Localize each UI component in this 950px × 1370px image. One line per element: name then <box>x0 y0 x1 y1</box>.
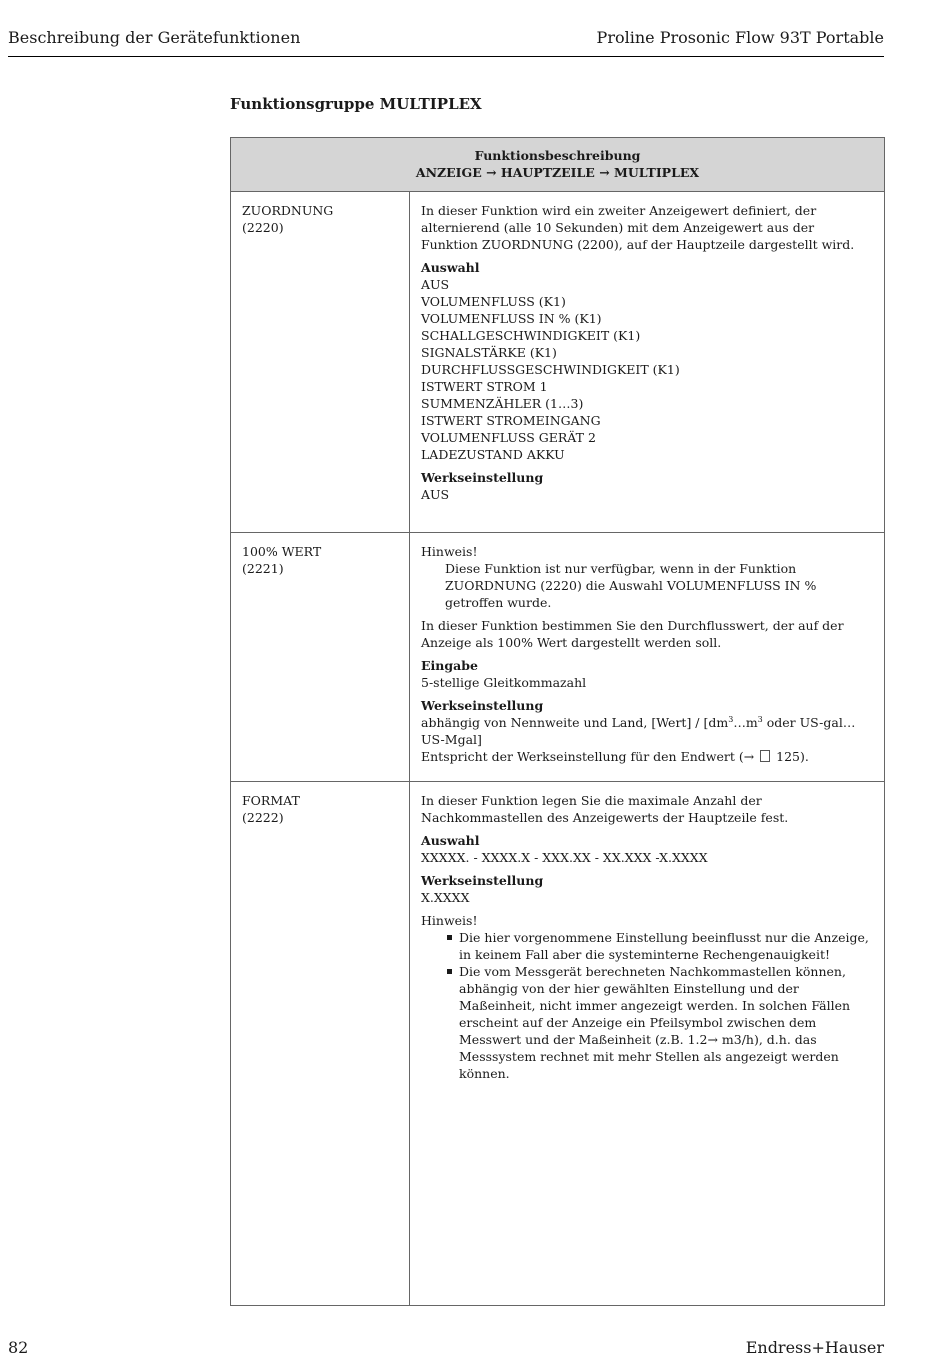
note-block <box>421 543 873 611</box>
option-item: VOLUMENFLUSS GERÄT 2 <box>421 430 596 445</box>
page-number: 82 <box>8 1338 29 1357</box>
option-item: LADEZUSTAND AKKU <box>421 447 565 462</box>
default-text: …m <box>733 715 758 730</box>
option-item: VOLUMENFLUSS (K1) <box>421 294 566 309</box>
default-label: Werkseinstellung <box>421 873 544 888</box>
function-description-cell <box>410 533 885 782</box>
page-reference-icon <box>760 750 770 762</box>
default-reference-line <box>421 748 873 765</box>
default-text: Entspricht der Werkseinstellung für den Endwert (→ <box>421 749 759 764</box>
default-value: X.XXXX <box>421 890 470 905</box>
description-text: In dieser Funktion legen Sie die maximale Anzahl der Nachkommastellen des Anzeigewerts der Hauptzeile fest. <box>421 793 789 825</box>
selection-label: Auswahl <box>421 833 480 848</box>
function-code: (2221) <box>242 561 284 576</box>
header-rule <box>8 56 884 57</box>
description-text: In dieser Funktion bestimmen Sie den Durchflusswert, der auf der Anzeige als 100% Wert dargestellt werden soll. <box>421 618 844 650</box>
brand-name: Endress+Hauser <box>745 1338 884 1357</box>
superscript: 3 <box>757 714 763 724</box>
function-name-cell <box>231 192 410 533</box>
option-item: SIGNALSTÄRKE (K1) <box>421 345 557 360</box>
function-name: ZUORDNUNG <box>242 203 334 218</box>
list-item: Die hier vorgenommene Einstellung beeinflusst nur die Anzeige, in keinem Fall aber die systeminterne Rechengenauigkeit! <box>421 929 873 963</box>
note-block <box>421 912 873 1082</box>
function-table <box>230 137 885 1306</box>
section-title: Funktionsgruppe MULTIPLEX <box>230 95 482 113</box>
default-block <box>421 469 873 503</box>
table-row <box>231 533 885 782</box>
default-value: AUS <box>421 487 450 502</box>
header-document-title: Beschreibung der Gerätefunktionen <box>8 28 301 47</box>
function-code: (2220) <box>242 220 284 235</box>
selection-block <box>421 832 873 866</box>
function-name-cell <box>231 533 410 782</box>
function-name: FORMAT <box>242 793 300 808</box>
selection-label: Auswahl <box>421 260 480 275</box>
option-item: VOLUMENFLUSS IN % (K1) <box>421 311 602 326</box>
note-list <box>421 929 873 1082</box>
description-text: In dieser Funktion wird ein zweiter Anzeigewert definiert, der alternierend (alle 10 Sekunden) mit dem Anzeigewert aus der Funktion ZUORDNUNG (2200), auf der Hauptzeile dargestellt wird. <box>421 203 855 252</box>
default-label: Werkseinstellung <box>421 698 544 713</box>
note-label: Hinweis! <box>421 544 478 559</box>
note-text: Diese Funktion ist nur verfügbar, wenn in der Funktion ZUORDNUNG (2220) die Auswahl VOLUMENFLUSS IN % getroffen wurde. <box>445 561 817 610</box>
function-description-cell <box>410 782 885 1306</box>
option-item: ISTWERT STROM 1 <box>421 379 548 394</box>
default-block <box>421 872 873 906</box>
list-item: Die vom Messgerät berechneten Nachkommastellen können, abhängig von der hier gewählten Einstellung und der Maßeinheit, nicht immer angezeigt werden. In solchen Fällen erscheint auf der Anzeige ein Pfeilsymbol zwischen dem Messwert und der Maßeinheit (z.B. 1.2→ m3/h), d.h. das Messsystem rechnet mit mehr Stellen als angezeigt werden können. <box>421 963 873 1082</box>
default-text: oder US-gal…US-Mgal] <box>421 715 856 747</box>
table-header-title: Funktionsbeschreibung <box>474 148 641 163</box>
table-header-row <box>231 138 885 192</box>
default-text: abhängig von Nennweite und Land, [Wert] / [dm <box>421 715 729 730</box>
table-header <box>231 138 885 192</box>
option-item: DURCHFLUSSGESCHWINDIGKEIT (K1) <box>421 362 680 377</box>
input-label: Eingabe <box>421 658 478 673</box>
table-row <box>231 782 885 1306</box>
header-product-name: Proline Prosonic Flow 93T Portable <box>596 28 884 47</box>
input-block <box>421 657 873 691</box>
table-header-path: ANZEIGE → HAUPTZEILE → MULTIPLEX <box>415 165 700 180</box>
default-label: Werkseinstellung <box>421 470 544 485</box>
selection-block <box>421 259 873 463</box>
option-item: ISTWERT STROMEINGANG <box>421 413 601 428</box>
option-item: AUS <box>421 277 450 292</box>
option-item: SCHALLGESCHWINDIGKEIT (K1) <box>421 328 641 343</box>
note-label: Hinweis! <box>421 913 478 928</box>
option-item: SUMMENZÄHLER (1…3) <box>421 396 584 411</box>
function-name-cell <box>231 782 410 1306</box>
default-value-line <box>421 714 873 748</box>
selection-value: XXXXX. - XXXX.X - XXX.XX - XX.XXX -X.XXXX <box>421 850 708 865</box>
function-code: (2222) <box>242 810 284 825</box>
input-value: 5-stellige Gleitkommazahl <box>421 675 587 690</box>
default-block <box>421 697 873 765</box>
superscript: 3 <box>728 714 734 724</box>
default-text: 125). <box>772 749 809 764</box>
function-description-cell <box>410 192 885 533</box>
function-name: 100% WERT <box>242 544 322 559</box>
table-row <box>231 192 885 533</box>
